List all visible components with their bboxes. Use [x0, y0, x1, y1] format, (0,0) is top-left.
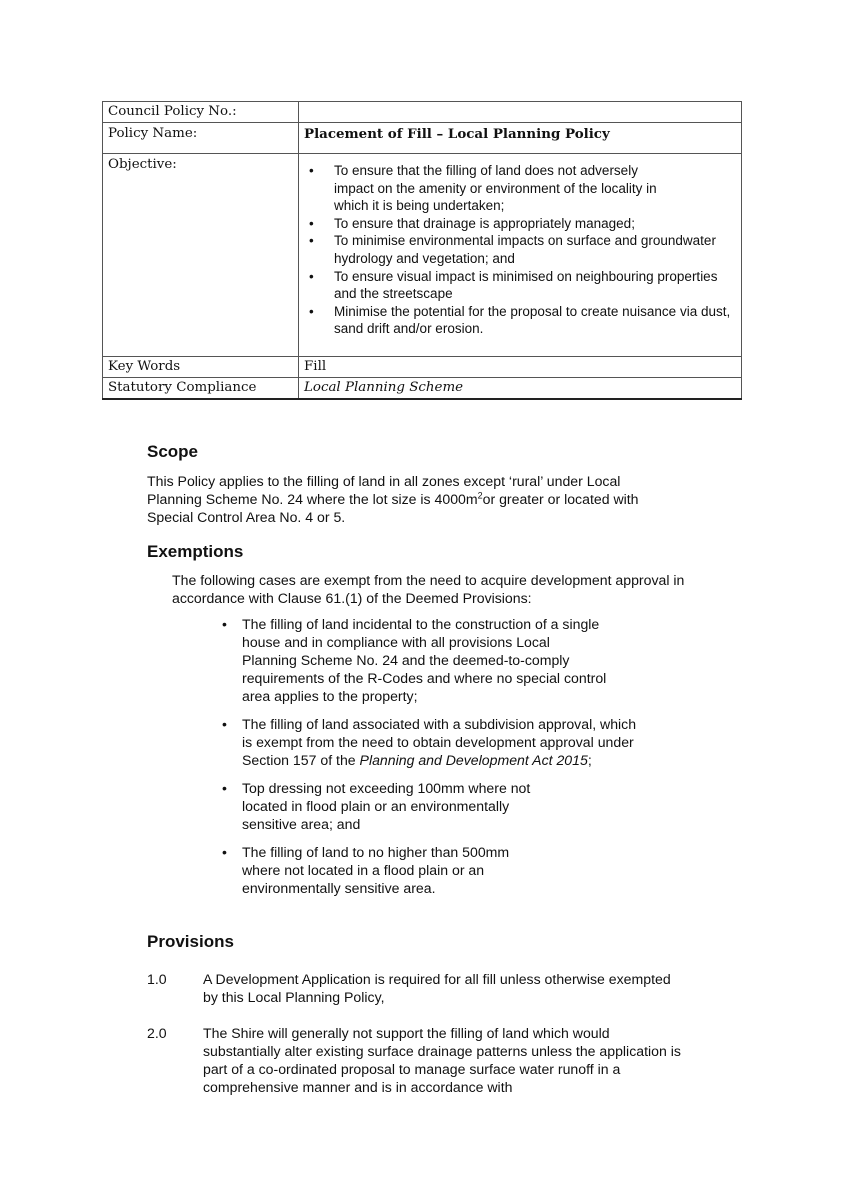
exemption-item: • The filling of land incidental to the construction of a single house and in compliance with all provisions Local Planning Scheme No. 24 and the deemed-to-comply requirements of the R-Codes and where no special control area applies to the property;	[218, 615, 638, 705]
provision-number: 2.0	[147, 1025, 167, 1041]
objective-cell	[299, 154, 742, 357]
scope-heading: Scope	[147, 442, 199, 461]
provision-item	[147, 970, 687, 1006]
scope-paragraph	[147, 472, 667, 526]
objective-item: • To ensure that drainage is appropriately managed;	[304, 215, 735, 233]
scope-text-before: This Policy applies to the filling of land in all zones except ‘rural’ under Local Planning Scheme No. 24 where the lot size is 4000m	[147, 473, 621, 507]
key-words-value: Fill	[299, 356, 742, 377]
policy-name-value: Placement of Fill – Local Planning Policy	[299, 123, 742, 154]
policy-details-table	[102, 101, 742, 400]
council-policy-no-row	[103, 102, 742, 123]
provision-text: A Development Application is required for all fill unless otherwise exempted by this Local Planning Policy,	[203, 971, 671, 1005]
exemptions-list	[218, 615, 638, 907]
statutory-compliance-label: Statutory Compliance	[103, 377, 299, 399]
key-words-row	[103, 356, 742, 377]
statutory-compliance-row	[103, 377, 742, 399]
exemptions-heading: Exemptions	[147, 542, 244, 561]
policy-name-label: Policy Name:	[103, 123, 299, 154]
objective-item: • To ensure that the filling of land does not adversely impact on the amenity or environment of the locality in which it is being undertaken;	[304, 162, 735, 215]
council-policy-no-label: Council Policy No.:	[103, 102, 299, 123]
provisions-heading: Provisions	[147, 932, 234, 951]
objective-row	[103, 154, 742, 357]
objective-item: • To minimise environmental impacts on surface and groundwater hydrology and vegetation; and	[304, 232, 735, 267]
objective-item: • Minimise the potential for the proposal to create nuisance via dust, sand drift and/or erosion.	[304, 303, 735, 338]
objective-item: • To ensure visual impact is minimised on neighbouring properties and the streetscape	[304, 268, 735, 303]
exemption-item-end: ;	[587, 752, 592, 768]
provision-text: The Shire will generally not support the filling of land which would substantially alter existing surface drainage patterns unless the application is part of a co-ordinated proposal to manage surface water runoff in a comprehensive manner and is in accordance with	[203, 1025, 681, 1095]
act-name: Planning and Development Act 2015	[359, 752, 588, 768]
key-words-label: Key Words	[103, 356, 299, 377]
policy-name-row	[103, 123, 742, 154]
exemption-item: • The filling of land to no higher than 500mm where not located in a flood plain or an environmentally sensitive area.	[218, 843, 638, 897]
objective-label: Objective:	[103, 154, 299, 357]
provision-item	[147, 1024, 687, 1096]
exemptions-intro: The following cases are exempt from the need to acquire development approval in accordance with Clause 61.(1) of the Deemed Provisions:	[172, 572, 685, 606]
council-policy-no-value	[299, 102, 742, 123]
exemption-item-text: The filling of land associated with a subdivision approval, which is exempt from the need to obtain development approval under Section 157 of the	[242, 716, 637, 768]
provision-number: 1.0	[147, 971, 167, 987]
exemption-item	[218, 715, 638, 769]
statutory-compliance-value: Local Planning Scheme	[299, 377, 742, 399]
exemption-item: • Top dressing not exceeding 100mm where not located in flood plain or an environmentally sensitive area; and	[218, 779, 638, 833]
objective-list	[304, 162, 735, 338]
scope-text-after: or greater or located with Special Control Area No. 4 or 5.	[147, 491, 639, 525]
scope-superscript: 2	[477, 490, 483, 501]
